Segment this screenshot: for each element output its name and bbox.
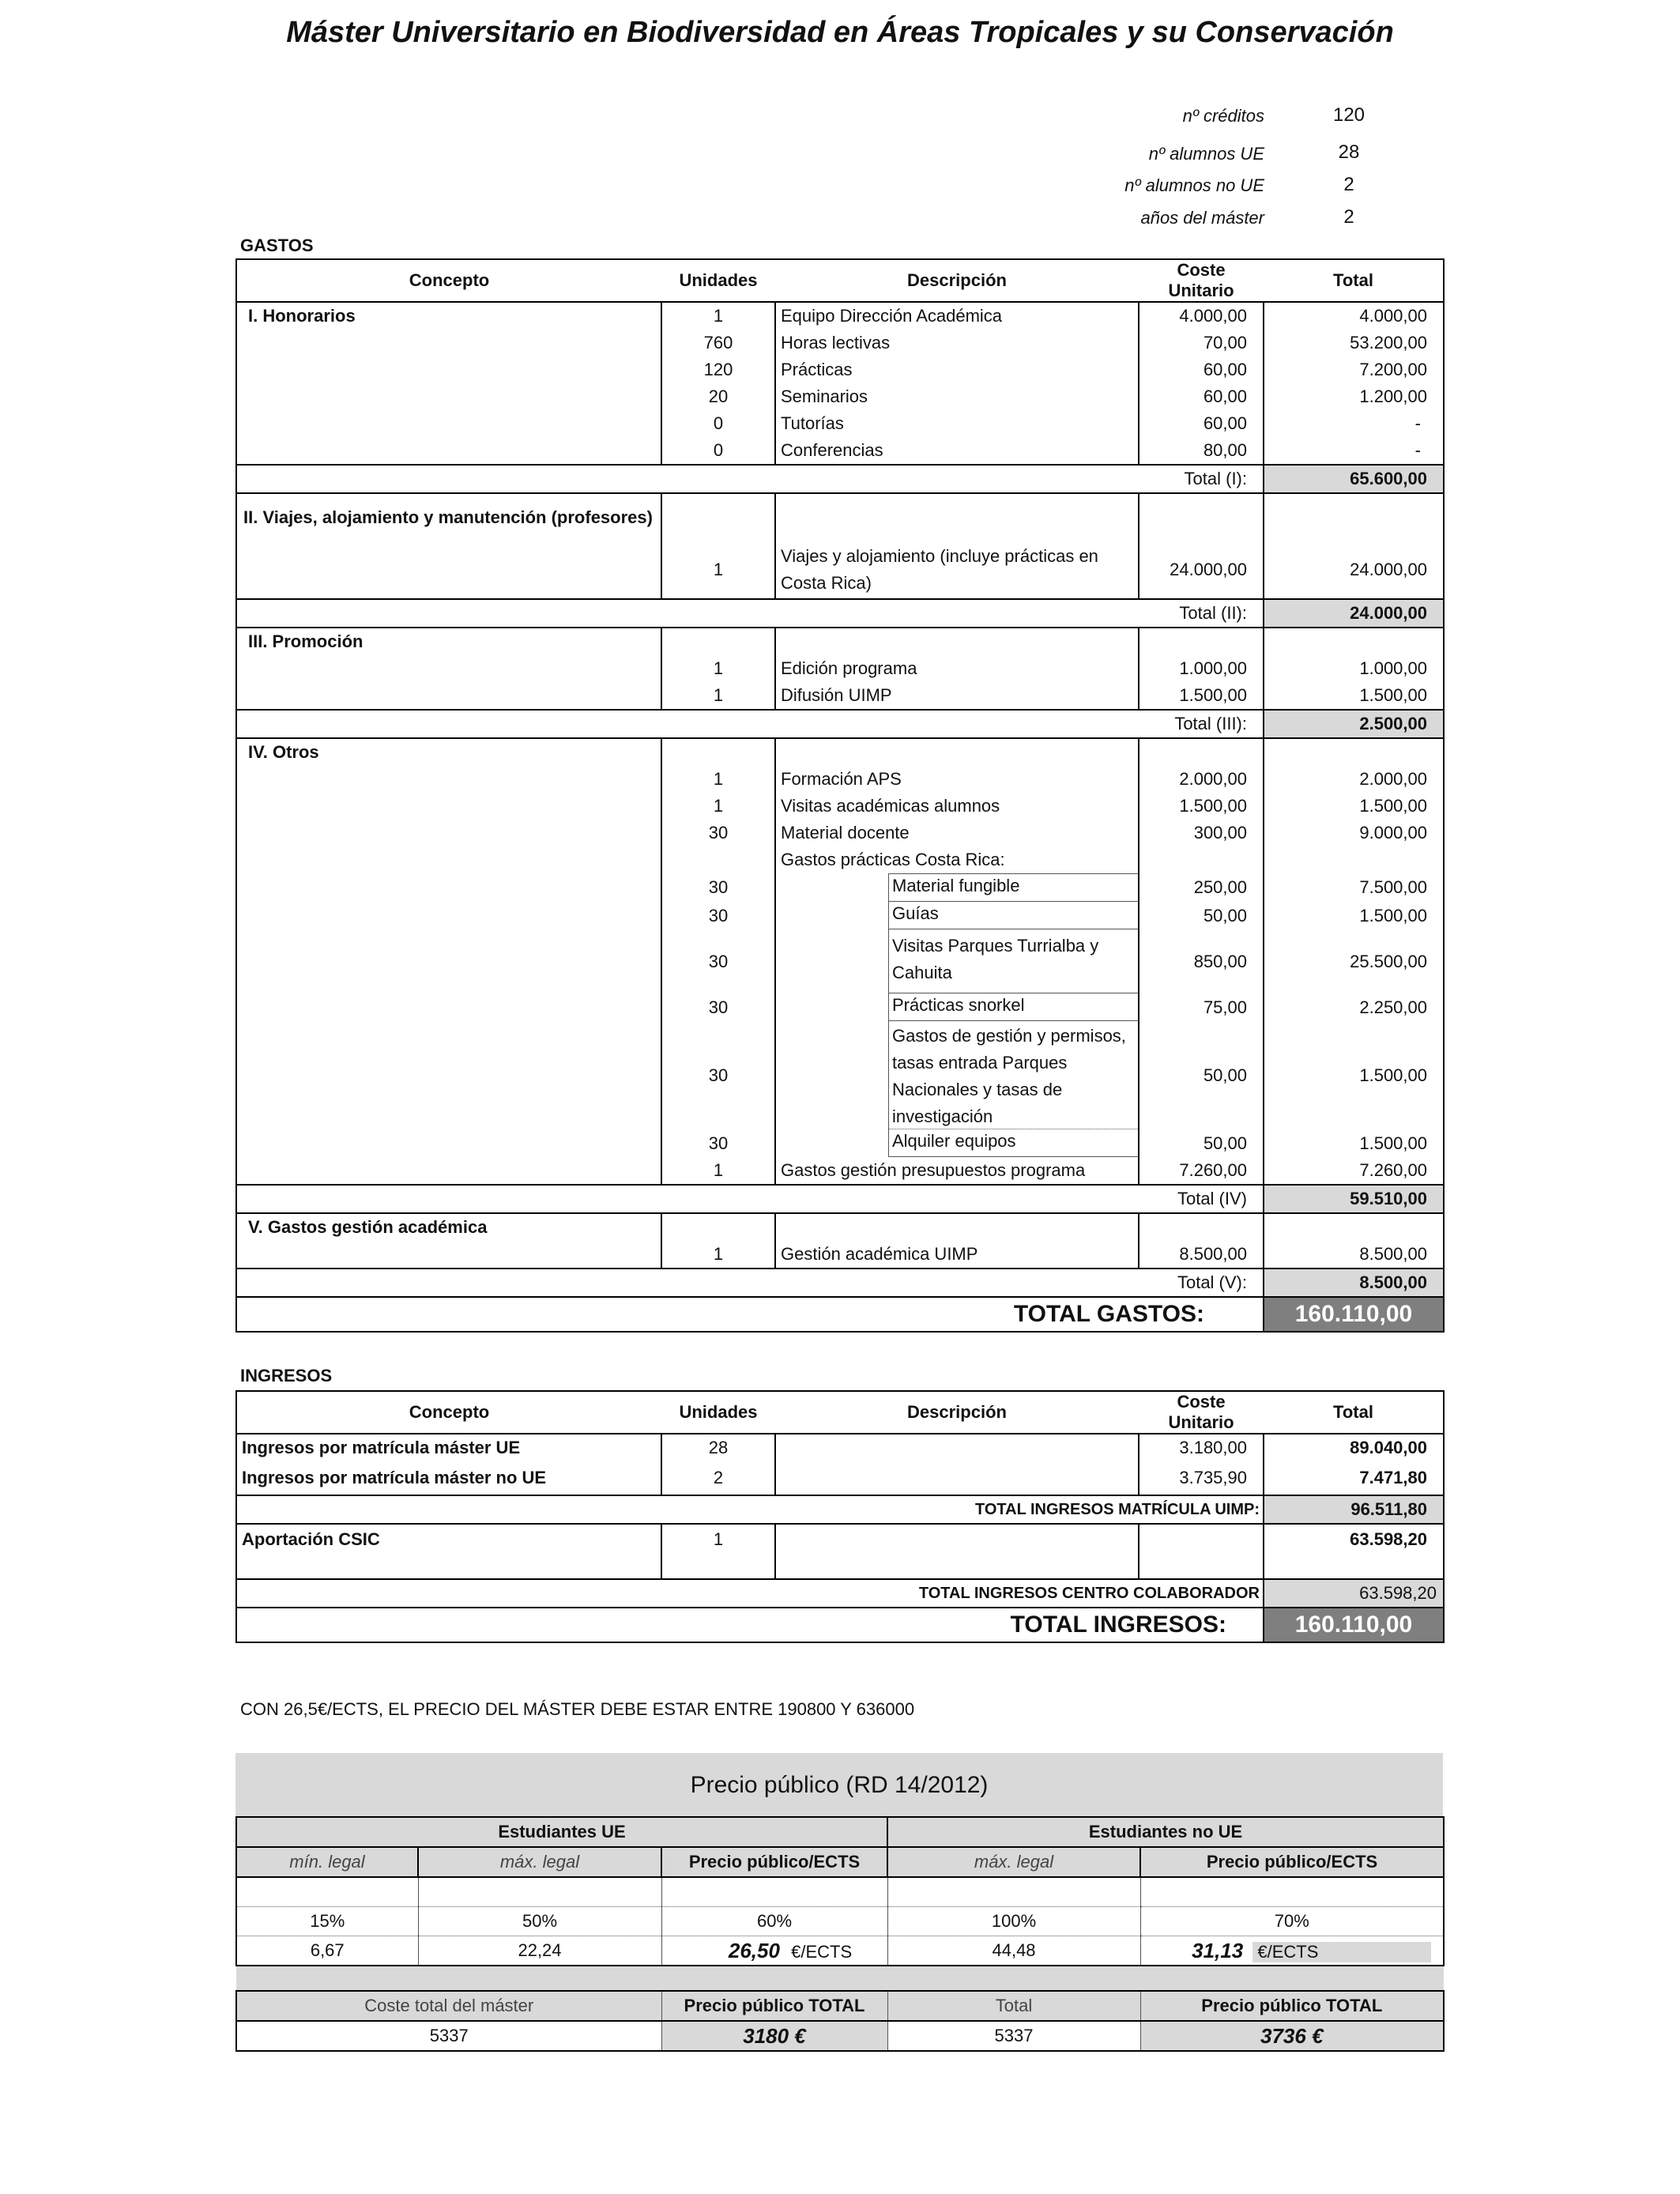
h-min-legal: mín. legal: [236, 1847, 418, 1877]
unit-cost: 3.180,00: [1139, 1434, 1264, 1461]
ingresos-heading: INGRESOS: [240, 1366, 333, 1385]
table-row: [236, 356, 1444, 383]
pct-max-legal-no-ue: 100%: [887, 1907, 1140, 1936]
description: Material docente: [775, 820, 1139, 846]
row-total: 2.250,00: [1264, 993, 1444, 1021]
units: 30: [661, 902, 775, 929]
precio-total-value: 3180 €: [661, 2021, 887, 2051]
row-total: 53.200,00: [1264, 330, 1444, 356]
units: 1: [661, 541, 775, 599]
subtotal-value: 8.500,00: [1264, 1269, 1444, 1297]
gastos-heading: GASTOS: [240, 236, 314, 255]
description: Edición programa: [775, 655, 1139, 682]
unit-ects-no-ue: €/ECTS: [1252, 1942, 1431, 1962]
row-total: 1.500,00: [1264, 1129, 1444, 1157]
table-row: [236, 846, 1444, 873]
col-coste: Coste Unitario: [1139, 1391, 1264, 1434]
units: 30: [661, 929, 775, 993]
units: 1: [661, 1524, 775, 1579]
units: 30: [661, 873, 775, 902]
subtotal-row: [236, 465, 1444, 493]
unit-cost: 2.000,00: [1139, 766, 1264, 793]
ingresos-table: [235, 1390, 1445, 1643]
section-label: II. Viajes, alojamiento y manutención (profesores): [236, 493, 661, 541]
h-total: Total: [887, 1991, 1140, 2021]
row-total: 1.500,00: [1264, 1021, 1444, 1129]
description: Equipo Dirección Académica: [775, 302, 1139, 330]
table-row: [236, 330, 1444, 356]
description: Prácticas snorkel: [888, 993, 1138, 1021]
unit-cost: 1.500,00: [1139, 793, 1264, 820]
col-unidades: Unidades: [661, 1391, 775, 1434]
precio-table: [235, 1816, 1445, 2052]
unit-cost: 75,00: [1139, 993, 1264, 1021]
colab-total-value: 63.598,20: [1264, 1579, 1444, 1608]
total-value: 5337: [887, 2021, 1140, 2051]
subtotal-label: Total (II):: [1139, 599, 1264, 628]
table-row: [236, 902, 1444, 929]
section-label: V. Gastos gestión académica: [236, 1213, 661, 1241]
units: 1: [661, 793, 775, 820]
units: 30: [661, 1021, 775, 1129]
meta-value-alumnos-ue: 28: [1338, 141, 1360, 163]
unit-cost: 850,00: [1139, 929, 1264, 993]
row-total: 24.000,00: [1264, 541, 1444, 599]
description: Material fungible: [888, 873, 1138, 902]
subtotal-value: 65.600,00: [1264, 465, 1444, 493]
table-row: [236, 1461, 1444, 1495]
units: 1: [661, 1157, 775, 1185]
row-total: -: [1264, 437, 1444, 465]
unit-cost: 250,00: [1139, 873, 1264, 902]
pct-max-legal: 50%: [418, 1907, 661, 1936]
units: 30: [661, 820, 775, 846]
description: Seminarios: [775, 383, 1139, 410]
description: Gastos gestión presupuestos programa: [775, 1157, 1139, 1185]
col-concepto: Concepto: [236, 1391, 661, 1434]
units: 1: [661, 655, 775, 682]
coste-total-value: 5337: [236, 2021, 661, 2051]
page-title: Máster Universitario en Biodiversidad en Áreas Tropicales y su Conservación: [286, 16, 1394, 49]
col-descripcion: Descripción: [775, 259, 1139, 302]
unit-cost: 60,00: [1139, 383, 1264, 410]
units: 1: [661, 302, 775, 330]
table-row: [236, 410, 1444, 437]
h-max-legal-no-ue: máx. legal: [887, 1847, 1140, 1877]
h-precio-total: Precio público TOTAL: [661, 1991, 887, 2021]
row-total: 1.000,00: [1264, 655, 1444, 682]
table-row: [236, 437, 1444, 465]
grand-total-value: 160.110,00: [1264, 1297, 1444, 1332]
unit-cost: 50,00: [1139, 902, 1264, 929]
concept: Aportación CSIC: [236, 1524, 661, 1579]
unit-cost: 1.000,00: [1139, 655, 1264, 682]
units: 760: [661, 330, 775, 356]
meta-label-anos: años del máster: [1140, 208, 1264, 228]
estudiantes-ue-label: Estudiantes UE: [236, 1817, 887, 1847]
row-total: 1.500,00: [1264, 902, 1444, 929]
val-max-legal: 22,24: [418, 1936, 661, 1966]
unit-ects: €/ECTS: [791, 1941, 853, 1962]
units: 0: [661, 410, 775, 437]
col-unidades: Unidades: [661, 259, 775, 302]
meta-label-creditos: nº créditos: [1182, 106, 1264, 126]
description: Visitas académicas alumnos: [775, 793, 1139, 820]
price-range-note: CON 26,5€/ECTS, EL PRECIO DEL MÁSTER DEBE ESTAR ENTRE 190800 Y 636000: [240, 1699, 915, 1719]
description: Difusión UIMP: [775, 682, 1139, 710]
meta-label-alumnos-no-ue: nº alumnos no UE: [1124, 175, 1264, 195]
table-row: [236, 1524, 1444, 1579]
table-row: [236, 628, 1444, 655]
row-total: 63.598,20: [1264, 1524, 1444, 1579]
row-total: 4.000,00: [1264, 302, 1444, 330]
grand-total-row: [236, 1608, 1444, 1642]
unit-cost: 300,00: [1139, 820, 1264, 846]
table-row: [236, 1157, 1444, 1185]
subtotal-value: 59.510,00: [1264, 1185, 1444, 1213]
concept: Ingresos por matrícula máster UE: [236, 1434, 661, 1461]
table-row: [236, 383, 1444, 410]
precio-total-value-no-ue: 3736 €: [1140, 2021, 1444, 2051]
row-total: 25.500,00: [1264, 929, 1444, 993]
table-row: [236, 682, 1444, 710]
ingresos-header-row: [236, 1391, 1444, 1434]
matricula-total-label: TOTAL INGRESOS MATRÍCULA UIMP:: [775, 1495, 1264, 1524]
costa-rica-label: Gastos prácticas Costa Rica:: [775, 846, 1139, 873]
table-row: [236, 302, 1444, 330]
row-total: 8.500,00: [1264, 1241, 1444, 1269]
table-row: [236, 873, 1444, 902]
subtotal-row: [236, 710, 1444, 738]
col-descripcion: Descripción: [775, 1391, 1139, 1434]
unit-cost: 50,00: [1139, 1129, 1264, 1157]
h-precio-ects-no-ue: Precio público/ECTS: [1140, 1847, 1444, 1877]
row-total: 7.471,80: [1264, 1461, 1444, 1495]
description: Conferencias: [775, 437, 1139, 465]
units: 30: [661, 1129, 775, 1157]
subtotal-label: Total (I):: [1139, 465, 1264, 493]
table-row: [236, 1021, 1444, 1129]
units: 1: [661, 682, 775, 710]
description: Visitas Parques Turrialba y Cahuita: [888, 929, 1138, 993]
subtotal-label: Total (IV): [1139, 1185, 1264, 1213]
table-row: [236, 541, 1444, 599]
table-row: [236, 766, 1444, 793]
section-label: III. Promoción: [236, 628, 661, 655]
row-total: 89.040,00: [1264, 1434, 1444, 1461]
subtotal-label: Total (III):: [1139, 710, 1264, 738]
units: 20: [661, 383, 775, 410]
units: 1: [661, 1241, 775, 1269]
table-row: [236, 929, 1444, 993]
matricula-total-value: 96.511,80: [1264, 1495, 1444, 1524]
table-row: [236, 738, 1444, 766]
subtotal-row: [236, 599, 1444, 628]
description: Horas lectivas: [775, 330, 1139, 356]
units: 2: [661, 1461, 775, 1495]
col-concepto: Concepto: [236, 259, 661, 302]
row-total: 9.000,00: [1264, 820, 1444, 846]
row-total: 7.260,00: [1264, 1157, 1444, 1185]
unit-cost: 8.500,00: [1139, 1241, 1264, 1269]
subtotal-row: [236, 1185, 1444, 1213]
pct-min-legal: 15%: [236, 1907, 418, 1936]
estudiantes-no-ue-label: Estudiantes no UE: [887, 1817, 1444, 1847]
row-total: -: [1264, 410, 1444, 437]
row-total: 2.000,00: [1264, 766, 1444, 793]
subtotal-value: 24.000,00: [1264, 599, 1444, 628]
row-total: 1.500,00: [1264, 682, 1444, 710]
col-total: Total: [1264, 259, 1444, 302]
units: 0: [661, 437, 775, 465]
description: Gestión académica UIMP: [775, 1241, 1139, 1269]
table-row: [236, 1434, 1444, 1461]
unit-cost: 60,00: [1139, 410, 1264, 437]
colab-total-label: TOTAL INGRESOS CENTRO COLABORADOR: [775, 1579, 1264, 1608]
h-coste-total: Coste total del máster: [236, 1991, 661, 2021]
grand-total-value: 160.110,00: [1264, 1608, 1444, 1642]
table-row: [236, 993, 1444, 1021]
units: 1: [661, 766, 775, 793]
meta-value-creditos: 120: [1332, 104, 1365, 126]
description: Guías: [888, 902, 1138, 929]
row-total: 1.500,00: [1264, 793, 1444, 820]
units: 28: [661, 1434, 775, 1461]
units: 30: [661, 993, 775, 1021]
pct-precio-ects-no-ue: 70%: [1140, 1907, 1444, 1936]
unit-cost: 7.260,00: [1139, 1157, 1264, 1185]
concept: Ingresos por matrícula máster no UE: [236, 1461, 661, 1495]
subtotal-value: 2.500,00: [1264, 710, 1444, 738]
unit-cost: 1.500,00: [1139, 682, 1264, 710]
unit-cost: 60,00: [1139, 356, 1264, 383]
table-row: [236, 1241, 1444, 1269]
unit-cost: 80,00: [1139, 437, 1264, 465]
description: Alquiler equipos: [888, 1129, 1138, 1157]
grand-total-label: TOTAL INGRESOS:: [775, 1608, 1264, 1642]
row-total: 1.200,00: [1264, 383, 1444, 410]
val-precio-ects-no-ue: 31,13: [1192, 1938, 1244, 1962]
h-precio-total-no-ue: Precio público TOTAL: [1140, 1991, 1444, 2021]
table-row: [236, 1129, 1444, 1157]
unit-cost: 24.000,00: [1139, 541, 1264, 599]
meta-label-alumnos-ue: nº alumnos UE: [1148, 144, 1264, 164]
description: Gastos de gestión y permisos, tasas entrada Parques Nacionales y tasas de investigación: [888, 1021, 1138, 1129]
pct-precio-ects: 60%: [661, 1907, 887, 1936]
h-precio-ects: Precio público/ECTS: [661, 1847, 887, 1877]
unit-cost: 4.000,00: [1139, 302, 1264, 330]
gastos-header-row: [236, 259, 1444, 302]
unit-cost: 50,00: [1139, 1021, 1264, 1129]
table-row: [236, 820, 1444, 846]
subtotal-row: [236, 1269, 1444, 1297]
val-precio-ects: 26,50: [728, 1938, 780, 1962]
meta-value-anos: 2: [1343, 206, 1354, 228]
units: 120: [661, 356, 775, 383]
description: Formación APS: [775, 766, 1139, 793]
subtotal-label: Total (V):: [1139, 1269, 1264, 1297]
gastos-table: [235, 258, 1445, 1333]
table-row: [236, 493, 1444, 541]
unit-cost: 70,00: [1139, 330, 1264, 356]
grand-total-label: TOTAL GASTOS:: [775, 1297, 1264, 1332]
description: Viajes y alojamiento (incluye prácticas en Costa Rica): [775, 541, 1139, 599]
subtotal-row: [236, 1579, 1444, 1608]
table-row: [236, 655, 1444, 682]
row-total: 7.500,00: [1264, 873, 1444, 902]
precio-title: Precio público (RD 14/2012): [690, 1772, 989, 1798]
table-row: [236, 1213, 1444, 1241]
col-total: Total: [1264, 1391, 1444, 1434]
val-max-legal-no-ue: 44,48: [887, 1936, 1140, 1966]
table-row: [236, 793, 1444, 820]
section-label: IV. Otros: [236, 738, 661, 766]
subtotal-row: [236, 1495, 1444, 1524]
grand-total-row: [236, 1297, 1444, 1332]
meta-value-alumnos-no-ue: 2: [1343, 174, 1354, 195]
description: Tutorías: [775, 410, 1139, 437]
col-coste: Coste Unitario: [1139, 259, 1264, 302]
precio-title-band: [235, 1753, 1443, 1816]
val-min-legal: 6,67: [236, 1936, 418, 1966]
row-total: 7.200,00: [1264, 356, 1444, 383]
description: Prácticas: [775, 356, 1139, 383]
h-max-legal: máx. legal: [418, 1847, 661, 1877]
unit-cost: 3.735,90: [1139, 1461, 1264, 1495]
section-label: I. Honorarios: [236, 302, 661, 330]
